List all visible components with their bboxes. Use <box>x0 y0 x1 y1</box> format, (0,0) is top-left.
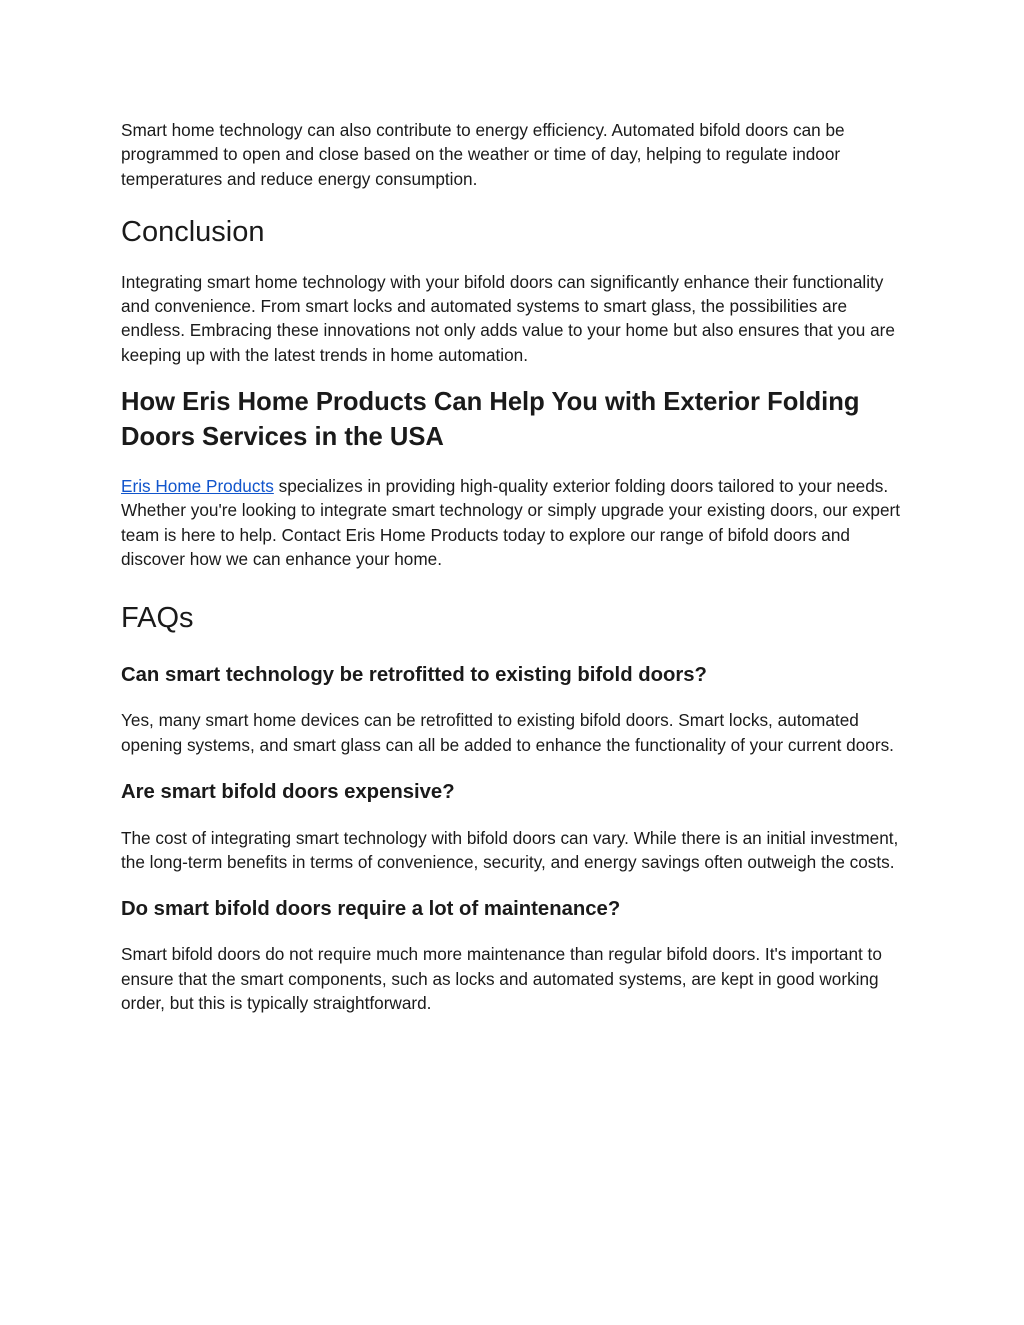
faq-question-3: Do smart bifold doors require a lot of maintenance? <box>121 898 621 921</box>
faq-answer-1: Yes, many smart home devices can be retrofitted to existing bifold doors. Smart locks, automated opening systems, and smart glass can all be added to enhance the functionality of your current doors. <box>121 710 894 755</box>
faq-answer-3: Smart bifold doors do not require much more maintenance than regular bifold doors. It's important to ensure that the smart components, such as locks and automated systems, are kept in good working order, but this is typically straightforward. <box>121 944 882 1014</box>
eris-section-heading: How Eris Home Products Can Help You with Exterior Folding Doors Services in the USA <box>121 388 860 452</box>
eris-home-products-link[interactable]: Eris Home Products <box>121 476 274 497</box>
faqs-heading: FAQs <box>121 602 194 635</box>
eris-paragraph <box>121 474 911 571</box>
conclusion-heading: Conclusion <box>121 215 265 248</box>
faq-question-1: Can smart technology be retrofitted to existing bifold doors? <box>121 664 707 687</box>
faq-question-2: Are smart bifold doors expensive? <box>121 780 455 803</box>
faq-answer-2: The cost of integrating smart technology with bifold doors can vary. While there is an initial investment, the long-term benefits in terms of convenience, security, and energy savings often outweigh the costs. <box>121 827 899 873</box>
conclusion-paragraph: Integrating smart home technology with your bifold doors can significantly enhance their functionality and convenience. From smart locks and automated systems to smart glass, the possibilities are endless. Embracing these innovations not only adds value to your home but also ensures that you are keeping up with the latest trends in home automation. <box>121 271 895 365</box>
eris-paragraph-text: specializes in providing high-quality exterior folding doors tailored to your needs. Whether you're looking to integrate smart technology or simply upgrade your existing doors, our expert team is here to help. Contact Eris Home Products today to explore our range of bifold doors and discover how we can enhance your home. <box>121 476 901 569</box>
intro-paragraph: Smart home technology can also contribute to energy efficiency. Automated bifold doors can be programmed to open and close based on the weather or time of day, helping to regulate indoor temperatures and reduce energy consumption. <box>121 120 845 189</box>
document-page <box>121 118 911 1015</box>
